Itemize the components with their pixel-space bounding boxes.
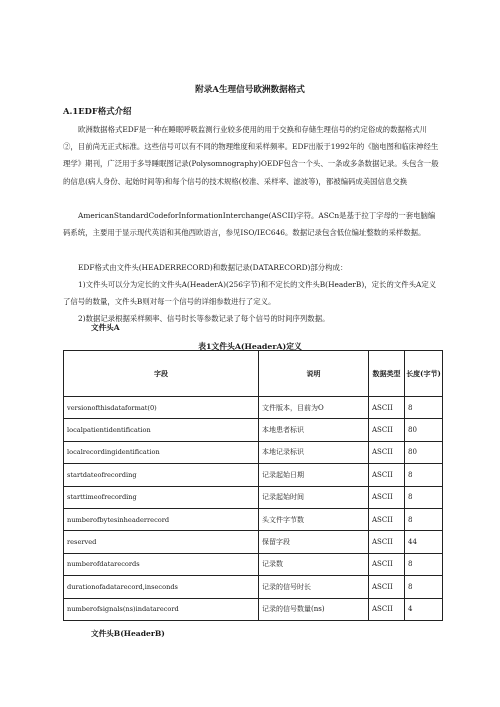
header-a-definition-table (63, 350, 443, 621)
column-header-data-type: 数据类型 (369, 351, 405, 397)
table-row (64, 397, 443, 419)
table-row (64, 508, 443, 530)
table-caption: 表1文件头A(HeaderA)定义 (198, 342, 302, 351)
length-cell: 8 (405, 397, 443, 419)
data-type-cell: ASCII (369, 464, 405, 486)
description-cell: 头文件字节数 (259, 508, 369, 530)
length-cell: 80 (405, 419, 443, 441)
data-type-cell: ASCII (369, 531, 405, 553)
subheading-header-a: 文件头A (91, 323, 120, 332)
length-cell: 8 (405, 576, 443, 598)
paragraph-header-desc: 1)文件头可以分为定长的文件头A(HeaderA)(256字节)和不定长的文件头B(HeaderB)，定长的文件头A定义了信号的数量，文件头B则对每一个信号的详细参数进行了定义。 (63, 280, 437, 307)
data-type-cell: ASCII (369, 419, 405, 441)
field-name-cell: localpatientidentification (64, 419, 259, 441)
table-row (64, 531, 443, 553)
length-cell: 8 (405, 508, 443, 530)
field-name-cell: numberofbytesinheaderrecord (64, 508, 259, 530)
length-cell: 8 (405, 464, 443, 486)
description-cell: 保留字段 (259, 531, 369, 553)
description-cell: 记录起始日期 (259, 464, 369, 486)
paragraph-ascii: AmericanStandardCodeforInformationInterchange(ASCII)字符。ASCn是基于拉丁字母的一套电脑编码系统，主要用于显示现代英语和其他西欧语言，参见ISO/IEC646。数据记录包含低位编址整数的采样数据。 (63, 211, 436, 238)
field-name-cell: starttimeofrecording (64, 486, 259, 508)
data-type-cell: ASCII (369, 598, 405, 620)
paragraph-intro: 欧洲数据格式EDF是一种在睡眠呼吸监测行业较多使用的用于交换和存储生理信号的约定俗成的数据格式川②，目前尚无正式标准。这些信号可以有不同的物理维度和采样频率。EDF出版于1992年的《脑电图和临床神经生理学》期刊，广泛用于多导睡眠图记录(Polysomnography)OEDF包含一个头、一条或多条数据记录。头包含一般的信息(病人身份、起始时间等)和每个信号的技术规格(校准、采样率、滤波等)，都被编码成美国信息交换 (63, 125, 439, 186)
length-cell: 44 (405, 531, 443, 553)
length-cell: 8 (405, 553, 443, 575)
field-name-cell: durationofadatarecord,inseconds (64, 576, 259, 598)
field-name-cell: versionofthisdataformat(0) (64, 397, 259, 419)
data-type-cell: ASCII (369, 486, 405, 508)
data-type-cell: ASCII (369, 553, 405, 575)
length-cell: 4 (405, 598, 443, 620)
subheading-header-b: 文件头B(HeaderB) (91, 629, 165, 638)
description-cell: 记录的信号时长 (259, 576, 369, 598)
field-name-cell: numberofdatarecords (64, 553, 259, 575)
description-cell: 本地患者标识 (259, 419, 369, 441)
column-header-field: 字段 (64, 351, 259, 397)
description-cell: 文件版本，目前为O (259, 397, 369, 419)
field-name-cell: localrecordingidentification (64, 441, 259, 463)
data-type-cell: ASCII (369, 576, 405, 598)
table-row (64, 441, 443, 463)
table-header-row (64, 351, 443, 397)
length-cell: 80 (405, 441, 443, 463)
appendix-title: 附录A生理信号欧洲数据格式 (195, 85, 305, 95)
field-name-cell: startdateofrecording (64, 464, 259, 486)
table-row (64, 553, 443, 575)
table-row (64, 464, 443, 486)
table-row (64, 486, 443, 508)
table-row (64, 576, 443, 598)
data-type-cell: ASCII (369, 441, 405, 463)
data-type-cell: ASCII (369, 397, 405, 419)
section-heading: A.1EDF格式介绍 (63, 106, 132, 116)
data-type-cell: ASCII (369, 508, 405, 530)
field-name-cell: reserved (64, 531, 259, 553)
table-row (64, 419, 443, 441)
table-row (64, 598, 443, 620)
field-name-cell: numberofsignals(ns)indatarecord (64, 598, 259, 620)
paragraph-data-record-desc: 2)数据记录根据采样频率、信号时长等参数记录了每个信号的时间序列数据。 (78, 314, 330, 323)
description-cell: 记录的信号数量(ns) (259, 598, 369, 620)
length-cell: 8 (405, 486, 443, 508)
column-header-description: 说明 (259, 351, 369, 397)
paragraph-structure: EDF格式由文件头(HEADERRECORD)和数据记录(DATARECORD)部分构成： (78, 263, 348, 272)
table-body (64, 397, 443, 621)
description-cell: 记录起始时间 (259, 486, 369, 508)
description-cell: 本地记录标识 (259, 441, 369, 463)
column-header-length: 长度(字节) (405, 351, 443, 397)
description-cell: 记录数 (259, 553, 369, 575)
